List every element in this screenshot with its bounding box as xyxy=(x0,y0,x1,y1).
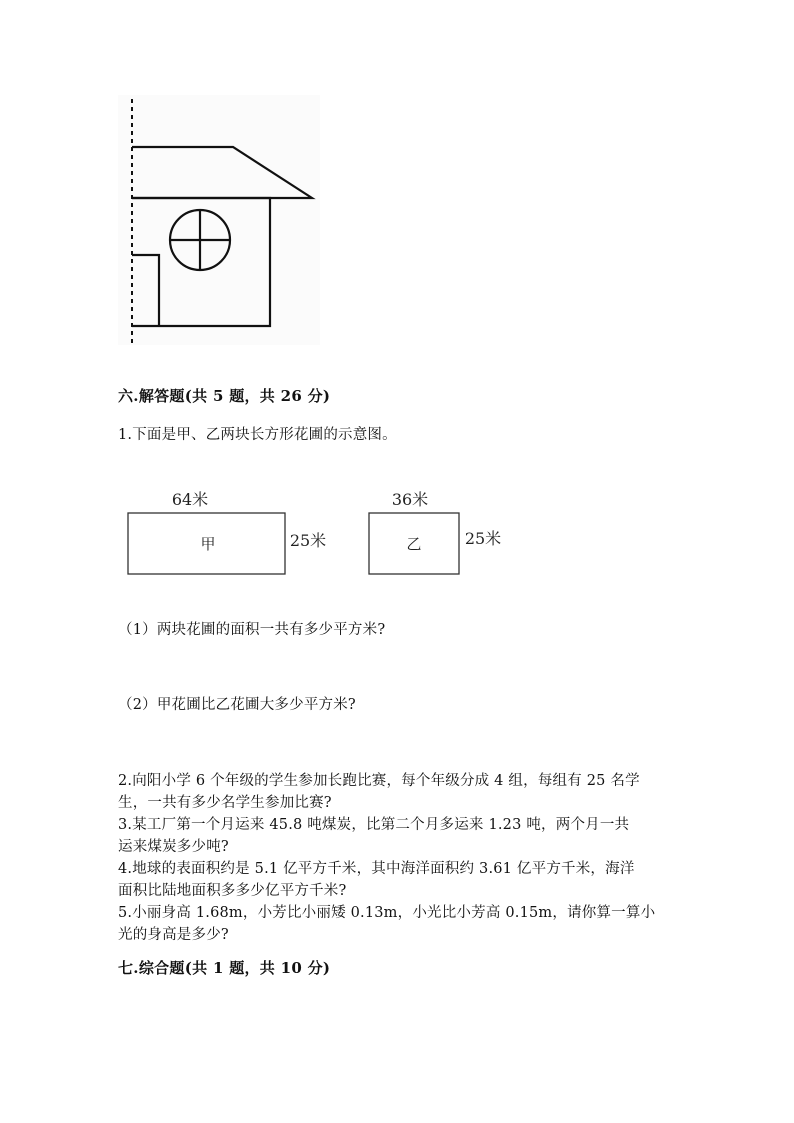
question-5-line-2: 光的身高是多少? xyxy=(118,927,229,943)
garden-rectangles-figure xyxy=(118,485,518,585)
section-six-heading: 六.解答题(共 5 题，共 26 分) xyxy=(118,387,331,405)
question-2-line-2: 生，一共有多少名学生参加比赛? xyxy=(118,795,332,811)
question-2-line-1: 2.向阳小学 6 个年级的学生参加长跑比赛，每个年级分成 4 组，每组有 25 名学 xyxy=(118,773,640,789)
question-5-line-1: 5.小丽身高 1.68m，小芳比小丽矮 0.13m，小光比小芳高 0.15m，请你算一算小 xyxy=(118,905,656,921)
rect-a-name: 甲 xyxy=(200,535,216,553)
rect-b-name: 乙 xyxy=(406,535,422,553)
rect-a-width-label: 25米 xyxy=(289,531,327,550)
question-1-part-2: （2）甲花圃比乙花圃大多少平方米? xyxy=(118,697,356,713)
question-3-line-1: 3.某工厂第一个月运来 45.8 吨煤炭，比第二个月多运来 1.23 吨，两个月一共 xyxy=(118,817,630,833)
rect-a-length-label: 64米 xyxy=(171,490,209,509)
figure-background xyxy=(118,95,320,345)
question-4-line-1: 4.地球的表面积约是 5.1 亿平方千米，其中海洋面积约 3.61 亿平方千米，海洋 xyxy=(118,861,635,877)
section-seven-heading: 七.综合题(共 1 题，共 10 分) xyxy=(118,959,331,977)
house-figure xyxy=(118,95,320,345)
rect-b-length-label: 36米 xyxy=(391,490,429,509)
question-4-line-2: 面积比陆地面积多多少亿平方千米? xyxy=(118,883,347,899)
question-3-line-2: 运来煤炭多少吨? xyxy=(118,839,229,855)
question-1-intro: 1.下面是甲、乙两块长方形花圃的示意图。 xyxy=(118,427,397,443)
rect-b-width-label: 25米 xyxy=(464,529,502,548)
question-1-part-1: （1）两块花圃的面积一共有多少平方米? xyxy=(118,622,386,638)
